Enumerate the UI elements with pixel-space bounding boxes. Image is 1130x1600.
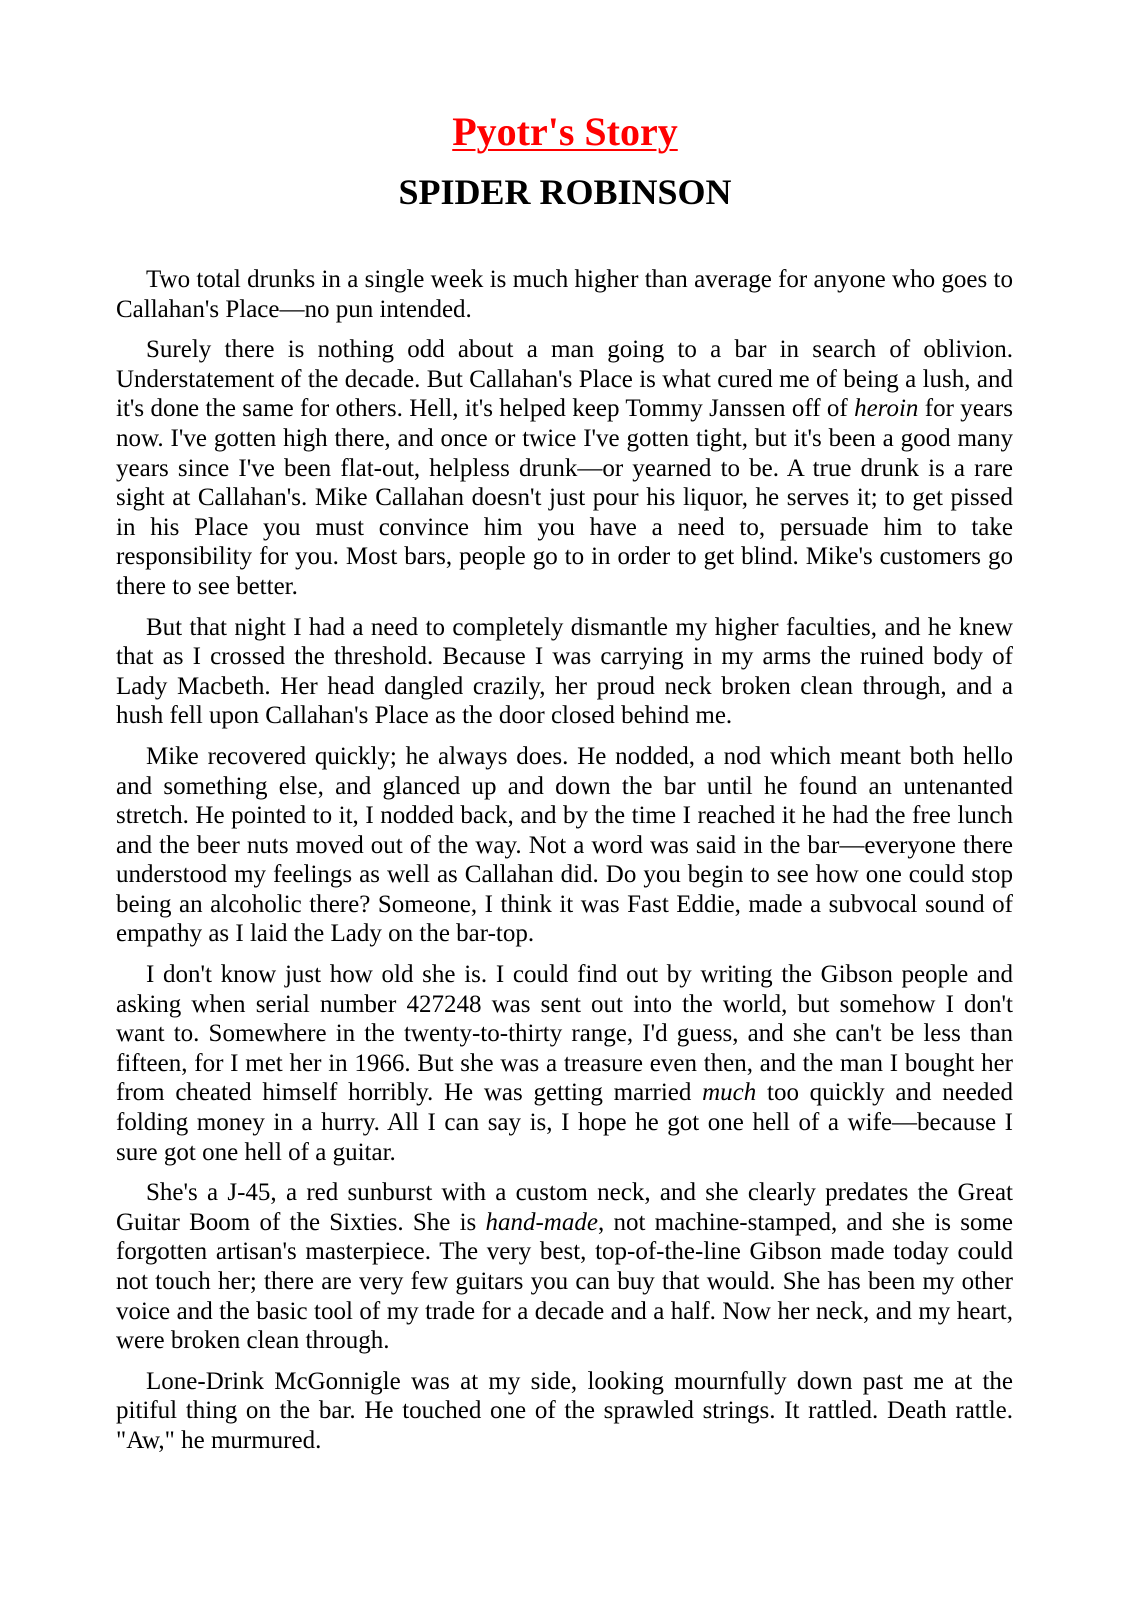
paragraph [116, 613, 1013, 731]
paragraph-text: too quickly and needed folding money in a hurry. All I can say is, I hope he got one hell of a wife—because I sure got one hell of a guitar. [116, 1079, 1013, 1166]
paragraph-text: She's a J-45, a red sunburst with a custom neck, and she clearly predates the Great Guitar Boom of the Sixties. She is [116, 1179, 1013, 1236]
paragraph [116, 1367, 1013, 1456]
story-body [116, 265, 1013, 1467]
paragraph-text: Lone-Drink McGonnigle was at my side, looking mournfully down past me at the pitiful thing on the bar. He touched one of the sprawled strings. It rattled. Death rattle. "Aw," he murmured. [116, 1367, 1013, 1454]
paragraph-text: But that night I had a need to completely dismantle my higher faculties, and he knew that as I crossed the threshold. Because I was carrying in my arms the ruined body of Lady Macbeth. Her head dangled crazily, her proud neck broken clean through, and a hush fell upon Callahan's Place as the door closed behind me. [116, 613, 1013, 730]
paragraph [116, 960, 1013, 1167]
paragraph [116, 335, 1013, 601]
paragraph-text: I don't know just how old she is. I could find out by writing the Gibson people and asking when serial number 427248 was sent out into the world, but somehow I don't want to. Somewhere in the twenty-to-thirty range, I'd guess, and she can't be less than fifteen, for I met her in 1966. But she was a treasure even then, and the man I bought her from cheated himself horribly. He was getting married [116, 961, 1013, 1107]
paragraph-text: , not machine-stamped, and she is some forgotten artisan's masterpiece. The very best, top-of-the-line Gibson made today could not touch her; there are very few guitars you can buy that would. She has been my other voice and the basic tool of my trade for a decade and a half. Now her neck, and my heart, were broken clean through. [116, 1208, 1013, 1355]
emphasis-text: hand-made [485, 1208, 598, 1236]
emphasis-text: heroin [854, 395, 919, 423]
story-title: Pyotr's Story [452, 109, 678, 154]
paragraph [116, 1178, 1013, 1356]
author-name: SPIDER ROBINSON [398, 172, 732, 212]
paragraph-text: Surely there is nothing odd about a man going to a bar in search of oblivion. Understatement of the decade. But Callahan's Place is what cured me of being a lush, and it's done the same for others. Hell, it's helped keep Tommy Janssen off of [116, 336, 1013, 423]
paragraph-text: for years now. I've gotten high there, and once or twice I've gotten tight, but it's been a good many years since I've been flat-out, helpless drunk—or yearned to be. A true drunk is a rare sight at Callahan's. Mike Callahan doesn't just pour his liquor, he serves it; to get pissed in his Place you must convince him you have a need to, persuade him to take responsibility for you. Most bars, people go to in order to get blind. Mike's customers go there to see better. [116, 395, 1013, 600]
paragraph-text: Mike recovered quickly; he always does. He nodded, a nod which meant both hello and something else, and glanced up and down the bar until he found an untenanted stretch. He pointed to it, I nodded back, and by the time I reached it he had the free lunch and the beer nuts moved out of the way. Not a word was said in the bar—everyone there understood my feelings as well as Callahan did. Do you begin to see how one could stop being an alcoholic there? Someone, I think it was Fast Eddie, made a subvocal sound of empathy as I laid the Lady on the bar-top. [116, 742, 1013, 948]
paragraph-text: Two total drunks in a single week is much higher than average for anyone who goes to Callahan's Place—no pun intended. [116, 266, 1013, 323]
paragraph [116, 742, 1013, 949]
paragraph [116, 265, 1013, 324]
emphasis-text: much [702, 1079, 757, 1107]
